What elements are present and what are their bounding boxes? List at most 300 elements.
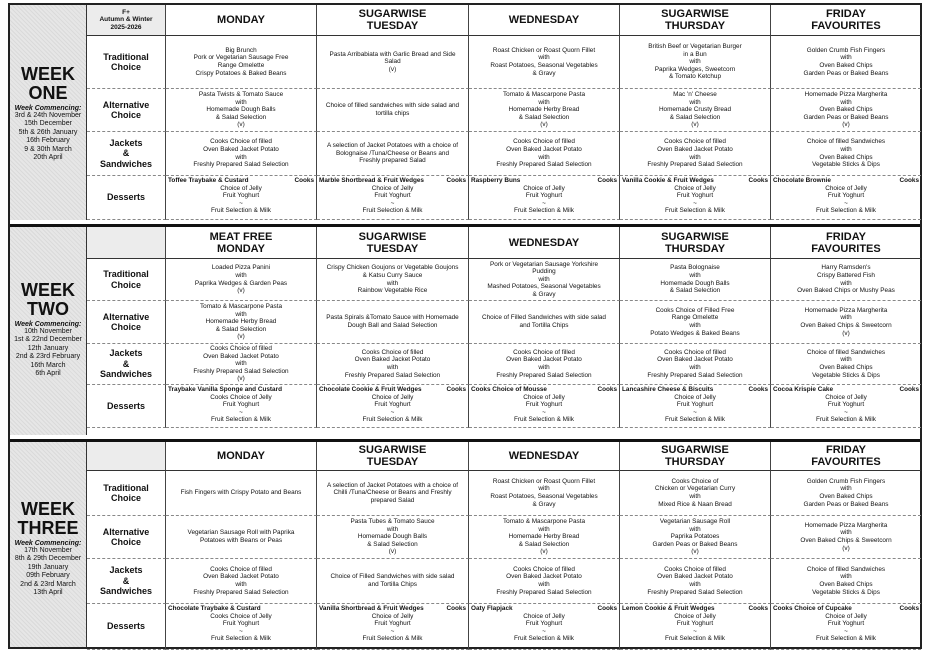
dessert-name: Oaty Flapjack [471,605,513,612]
meal-line: Vegetarian Sausage Roll [659,518,731,526]
meal-cell [166,36,317,89]
dessert-line: Fruit Yoghurt [525,401,563,409]
meal-line: with [386,525,399,533]
dessert-line: ~ [239,408,243,416]
meal-line: with [840,485,852,493]
meal-cell [317,471,469,516]
meal-line: Choice of filled sandwiches with side salad and [325,102,460,110]
meal-line: (v) [237,375,245,383]
dessert-cell [166,176,317,220]
day-header-line1: FRIDAY [826,8,866,20]
meal-line: Cooks Choice of filled [210,138,272,146]
meal-line: (v) [388,548,397,556]
meal-line: & Salad Selection [518,540,570,548]
meal-line: and Tortilla Chips [519,322,569,329]
dessert-name: Raspberry Buns [471,177,521,184]
meal-cell [469,344,620,385]
meal-line: Homemade Pizza Margherita [804,306,888,314]
dessert-line: ~ [542,627,546,635]
week-commencing-date: 3rd & 24th November [14,112,82,119]
meal-line: & Gravy [532,69,556,77]
meal-cell [771,471,921,516]
week-grid [87,227,920,435]
meal-line: Paprika Potatoes [670,533,720,541]
week-grid [87,442,920,647]
meal-line: Oven Baked Jacket Potato [203,145,279,153]
meal-line: Cooks Choice of filled [361,348,424,356]
meal-line: with [689,98,701,106]
meal-cell [620,344,771,385]
day-header-line2: FAVOURITES [811,242,881,255]
meal-cell [166,132,317,176]
dessert-line: Choice of Jelly [371,184,414,192]
meal-line: Oven Baked Jacket Potato [203,573,279,581]
meal-line: Cooks Choice of [671,477,719,485]
meal-line: Freshly Prepared Salad Selection [344,371,441,379]
meal-line: Homemade Dough Balls [206,106,276,114]
dessert-name: Cooks Choice of Cupcake [773,605,852,612]
dessert-cell [771,176,921,220]
dessert-cell [317,385,469,428]
meal-cell [317,559,469,604]
row-label-line: & [122,358,130,369]
meal-line: Tomato & Mascarpone Pasta [502,518,586,526]
meal-line: with [689,493,701,500]
dessert-line: Choice of Jelly [220,184,262,192]
meal-cell [620,259,771,301]
meal-cell [166,516,317,559]
dessert-line: ~ [390,408,395,416]
meal-line: Crispy Chicken Goujons or Vegetable Goujons [326,264,459,272]
dessert-cell [469,176,620,220]
meal-line: with [840,529,852,537]
dessert-cell [771,385,921,428]
week-commencing-date: 6th April [35,370,61,378]
dessert-line: Fruit Selection & Milk [210,207,272,215]
row-label [87,259,166,301]
dessert-line: Fruit Selection & Milk [664,416,726,424]
meal-line: with [840,145,852,153]
dessert-name: Lancashire Cheese & Biscuits [622,386,714,393]
dessert-line: Fruit Yoghurt [222,192,260,200]
dessert-cooks: Cooks [446,605,466,612]
meal-line: Pork or Vegetarian Sausage Free [193,54,289,62]
row-label [87,471,166,516]
dessert-top-line [469,605,619,613]
dessert-line: Fruit Selection & Milk [513,416,575,424]
dessert-line: Choice of Jelly [674,612,716,620]
meal-line: Oven Baked Chips [819,153,873,161]
meal-line: Garden Peas or Baked Beans [803,500,889,508]
header-blank-cell [87,442,166,471]
dessert-line: ~ [844,627,848,635]
day-header-line1: MEAT FREE [209,230,273,243]
meal-line: with [386,279,399,287]
dessert-line: Choice of Jelly [523,393,565,401]
dessert-line: Fruit Selection & Milk [362,416,423,424]
meal-cell [317,516,469,559]
week-one-block [10,5,920,220]
row-label-line: Jackets [109,137,143,148]
meal-line: Freshly prepared Salad [359,157,426,165]
meal-line: with [235,360,247,368]
meal-line: Oven Baked Chips & Sweetcorn [800,322,892,329]
meal-line: (v) [540,548,548,556]
dessert-cell [620,604,771,650]
dessert-cooks: Cooks [446,386,466,393]
meal-line: Choice of filled Sandwiches [806,138,886,146]
meal-line: Oven Baked Chips [819,493,873,500]
meal-line: Freshly Prepared Salad Selection [496,161,592,169]
row-label [87,344,166,385]
meal-cell [771,89,921,132]
day-header-line1: WEDNESDAY [508,450,580,462]
meal-line: (v) [842,329,850,337]
dessert-line: ~ [693,408,697,416]
meal-line: Harry Ramsden's [821,264,871,272]
dessert-line: ~ [542,199,546,207]
meal-line: Cooks Choice of filled [664,348,726,356]
meal-line: Pork or Vegetarian Sausage Yorkshire [490,260,598,268]
meal-line: with [538,54,550,62]
dessert-cell [771,604,921,650]
meal-line: with [538,364,550,371]
day-header-line1: SUGARWISE [661,230,729,243]
dessert-cooks: Cooks [899,177,919,184]
meal-line: with [840,98,852,106]
dessert-cooks: Cooks [748,386,768,393]
day-header-line1: WEDNESDAY [508,236,580,249]
dessert-line: Fruit Selection & Milk [815,207,877,215]
meal-line: & Salad Selection [215,113,267,121]
meal-cell [166,301,317,344]
dessert-cooks: Cooks [748,177,768,184]
dessert-line: Cooks Choice of Jelly [210,393,272,401]
meal-line: Homemade Herby Bread [508,106,580,114]
meal-line: with [840,279,852,287]
meal-line: with [538,153,550,161]
dessert-line: Choice of Jelly [523,184,565,192]
dessert-cooks: Cooks [294,177,314,184]
meal-line: with [840,54,852,62]
meal-line: with [386,364,399,371]
meal-line: Oven Baked Jacket Potato [506,573,582,581]
dessert-line: Fruit Selection & Milk [513,635,575,643]
meal-line: Cooks Choice of filled [513,565,575,573]
meal-line: with [689,271,701,279]
dessert-top-line [317,605,468,613]
meal-line: Salad [384,58,401,66]
dessert-line: Fruit Yoghurt [676,401,714,409]
menu-season-header [87,5,166,36]
meal-line: & Gravy [532,290,556,298]
meal-line: & Salad Selection [215,325,267,333]
day-header-line1: WEDNESDAY [508,14,580,26]
meal-line: Choice of Filled Sandwiches with side salad [330,573,455,581]
day-header-line1: MONDAY [217,450,265,462]
dessert-top-line [620,177,770,185]
day-header [317,442,469,471]
dessert-cell [620,176,771,220]
row-label-line: Traditional [103,269,149,279]
week-commencing-date: 2nd & 23rd March [20,580,76,588]
row-label [87,89,166,132]
meal-cell [620,516,771,559]
meal-line: Vegetable Sticks & Dips [812,161,880,169]
dessert-line: ~ [693,627,697,635]
day-header-line1: FRIDAY [826,230,866,243]
meal-cell [166,259,317,301]
week-grid [87,5,920,220]
meal-cell [469,516,620,559]
dessert-line: Choice of Jelly [825,393,867,401]
meal-cell [620,132,771,176]
meal-line: Homemade Herby Bread [205,318,277,326]
day-header-line2: TUESDAY [366,456,419,468]
week-commencing-date: 10th November [24,328,72,335]
dessert-cooks: Cooks [748,605,768,612]
row-label [87,516,166,559]
row-label-line: Alternative [102,99,150,110]
dessert-name: Chocolate Cookie & Fruit Wedges [319,386,422,393]
day-header [166,227,317,259]
meal-line: Paprika Wedges & Garden Peas [194,279,288,287]
meal-cell [469,559,620,604]
dessert-line: Fruit Selection & Milk [210,635,272,643]
row-label-line: Sandwiches [99,369,153,380]
meal-cell [469,471,620,516]
meal-line: Pasta Bolognaise [670,264,720,272]
meal-line: & Salad Selection [669,287,721,295]
row-label-line: Traditional [103,51,149,62]
week-title-number: ONE [28,83,68,103]
week-commencing-date: 9 & 30th March [24,145,72,153]
dessert-line: Fruit Yoghurt [525,620,563,628]
row-label [87,301,166,344]
meal-cell [469,259,620,301]
meal-line: & Tomato Ketchup [668,73,722,81]
meal-line: Oven Baked Jacket Potato [354,356,431,364]
dessert-cooks: Cooks [597,177,617,184]
meal-line: & Salad Selection [518,113,570,121]
week-commencing-date: 09th February [26,572,70,580]
menu-season: Autumn & Winter [99,16,153,24]
dessert-line: Fruit Selection & Milk [362,635,423,643]
meal-line: Roast Potatoes, Seasonal Vegetables [490,62,598,69]
meal-line: Oven Baked Jacket Potato [657,573,733,581]
dessert-top-line [166,386,316,394]
meal-line: with [840,356,852,364]
meal-line: Oven Baked Chips [819,62,873,69]
meal-line: Paprika Wedges, Sweetcorn [654,65,736,73]
meal-line: Chicken or Vegetarian Curry [654,485,736,493]
meal-line: Cooks Choice of filled [210,565,272,573]
dessert-line: ~ [542,408,546,416]
dessert-cooks: Cooks [899,386,919,393]
meal-line: with [689,581,701,588]
day-header-line2: THURSDAY [664,456,726,468]
dessert-line: Fruit Yoghurt [525,192,563,200]
meal-cell [317,259,469,301]
day-header-line2: TUESDAY [366,20,419,32]
meal-line: with [689,153,701,161]
meal-line: Freshly Prepared Salad Selection [647,371,743,379]
meal-line: with [538,275,550,283]
meal-cell [771,516,921,559]
day-header-line1: SUGARWISE [358,444,427,456]
meal-line: Potatoes with Beans or Peas [199,537,283,544]
meal-cell [317,344,469,385]
meal-line: Tomato & Mascarpone Pasta [502,91,586,99]
meal-line: Chilli /Tuna/Cheese or Beans and Freshly [333,489,452,497]
dessert-line: Fruit Selection & Milk [815,416,877,424]
week-commencing-label: Week Commencing: [14,105,82,112]
meal-cell [469,132,620,176]
meal-line: Pasta Spirals &Tomato Sauce with Homemade [326,314,459,322]
meal-line: Crispy Potatoes & Baked Beans [195,69,287,77]
row-label-line: & [122,148,130,159]
dessert-cell [469,604,620,650]
dessert-line: Fruit Selection & Milk [815,635,877,643]
meal-line: British Beef or Vegetarian Burger [648,43,742,51]
dessert-name: Traybake Vanilla Sponge and Custard [168,386,283,393]
week-label-panel [10,442,87,647]
week-label-panel [10,227,87,435]
dessert-line: Fruit Yoghurt [374,401,411,409]
dessert-line: Fruit Yoghurt [827,401,865,409]
meal-line: Garden Peas or Baked Beans [803,113,889,121]
day-header [469,442,620,471]
week-commencing-date: 16th March [30,361,66,369]
meal-line: Cooks Choice of filled [513,348,575,356]
meal-line: with [538,98,550,106]
dessert-cooks: Cooks [446,177,466,184]
row-label-line: Choice [110,279,141,290]
dessert-line: Choice of Jelly [371,393,414,401]
row-label-line: Alternative [102,526,150,537]
meal-cell [469,301,620,344]
row-label-line: Sandwiches [99,158,153,169]
dessert-line: Fruit Selection & Milk [362,207,423,215]
day-header-line1: SUGARWISE [358,8,427,20]
meal-line: Golden Crumb Fish Fingers [806,46,886,54]
meal-line: Cooks Choice of Filled Free [655,306,735,314]
row-label [87,36,166,89]
meal-cell [317,132,469,176]
dessert-line: ~ [239,199,243,207]
meal-line: Oven Baked Jacket Potato [506,145,582,153]
menu-tier: F+ [122,8,130,16]
meal-line: Range Omelette [671,314,719,322]
meal-line: Golden Crumb Fish Fingers [806,477,886,485]
meal-line: with [689,525,701,533]
dessert-line: Choice of Jelly [825,184,867,192]
dessert-top-line [317,177,468,185]
meal-line: with [235,310,247,318]
day-header [166,442,317,471]
meal-line: Freshly Prepared Salad Selection [647,588,743,596]
dessert-line: Fruit Yoghurt [827,192,865,200]
dessert-name: Chocolate Traybake & Custard [168,605,261,612]
meal-line: Cooks Choice of filled [513,138,575,146]
week-commencing-date: 19th January [27,563,69,571]
meal-line: Cooks Choice of filled [664,565,726,573]
row-label-desserts: Desserts [87,176,166,220]
dessert-name: Toffee Traybake & Custard [168,177,249,184]
meal-cell [771,344,921,385]
week-two-block [10,224,920,435]
dessert-line: Choice of Jelly [523,612,565,620]
meal-line: with [840,314,852,322]
row-label-line: Alternative [102,311,150,322]
meal-line: with [235,581,247,588]
dessert-top-line [620,386,770,394]
dessert-line: Fruit Selection & Milk [513,207,575,215]
meal-line: (v) [237,333,245,341]
dessert-line: Choice of Jelly [825,612,867,620]
meal-line: (v) [237,121,245,129]
meal-line: Homemade Pizza Margherita [804,91,888,99]
dessert-top-line [166,177,316,185]
meal-line: Big Brunch [225,46,257,54]
dessert-line: Fruit Yoghurt [827,620,865,628]
row-label-line: Sandwiches [99,586,153,597]
dessert-cooks: Cooks [597,386,617,393]
meal-line: Roast Potatoes, Seasonal Vegetables [490,493,598,500]
meal-line: (v) [540,121,548,129]
meal-line: Tomato & Mascarpone Pasta [199,303,283,311]
meal-line: Pasta Twists & Tomato Sauce [198,91,284,99]
row-label-line: Jackets [109,348,143,359]
header-blank-cell [87,227,166,259]
day-header [166,5,317,36]
week-commencing-date: 20th April [33,154,63,162]
week-commencing-date: 2nd & 23rd February [15,353,81,361]
meal-line: Roast Chicken or Roast Quorn Fillet [492,46,596,54]
dessert-cooks: Cooks [597,605,617,612]
week-title-word: WEEK [21,64,75,84]
dessert-cell [166,604,317,650]
meal-cell [620,471,771,516]
meal-line: with [689,364,701,371]
dessert-cell [620,385,771,428]
week-title-number: TWO [27,299,69,319]
week-commencing-date: 1st & 22nd December [14,336,82,344]
meal-cell [317,36,469,89]
dessert-top-line [771,386,921,394]
day-header-line1: SUGARWISE [661,8,729,20]
dessert-top-line [771,177,921,185]
dessert-name: Marble Shortbread & Fruit Wedges [319,177,424,184]
meal-cell [317,301,469,344]
meal-line: Oven Baked Chips & Sweetcorn [800,537,892,544]
meal-line: Freshly Prepared Salad Selection [193,588,289,596]
meal-line: (v) [842,544,850,552]
day-header-line2: THURSDAY [664,20,726,32]
meal-line: Vegetarian Sausage Roll with Paprika [187,529,295,537]
meal-line: Pasta Tubes & Tomato Sauce [350,518,435,526]
week-commencing-date: 16th February [26,137,70,145]
meal-cell [166,344,317,385]
meal-cell [166,559,317,604]
meal-cell [771,36,921,89]
row-label [87,132,166,176]
week-commencing-date: 8th & 29th December [14,555,82,563]
meal-line: Oven Baked Jacket Potato [657,145,733,153]
meal-line: Choice of filled Sandwiches [806,348,886,356]
dessert-line: Fruit Yoghurt [374,192,411,200]
meal-cell [620,89,771,132]
